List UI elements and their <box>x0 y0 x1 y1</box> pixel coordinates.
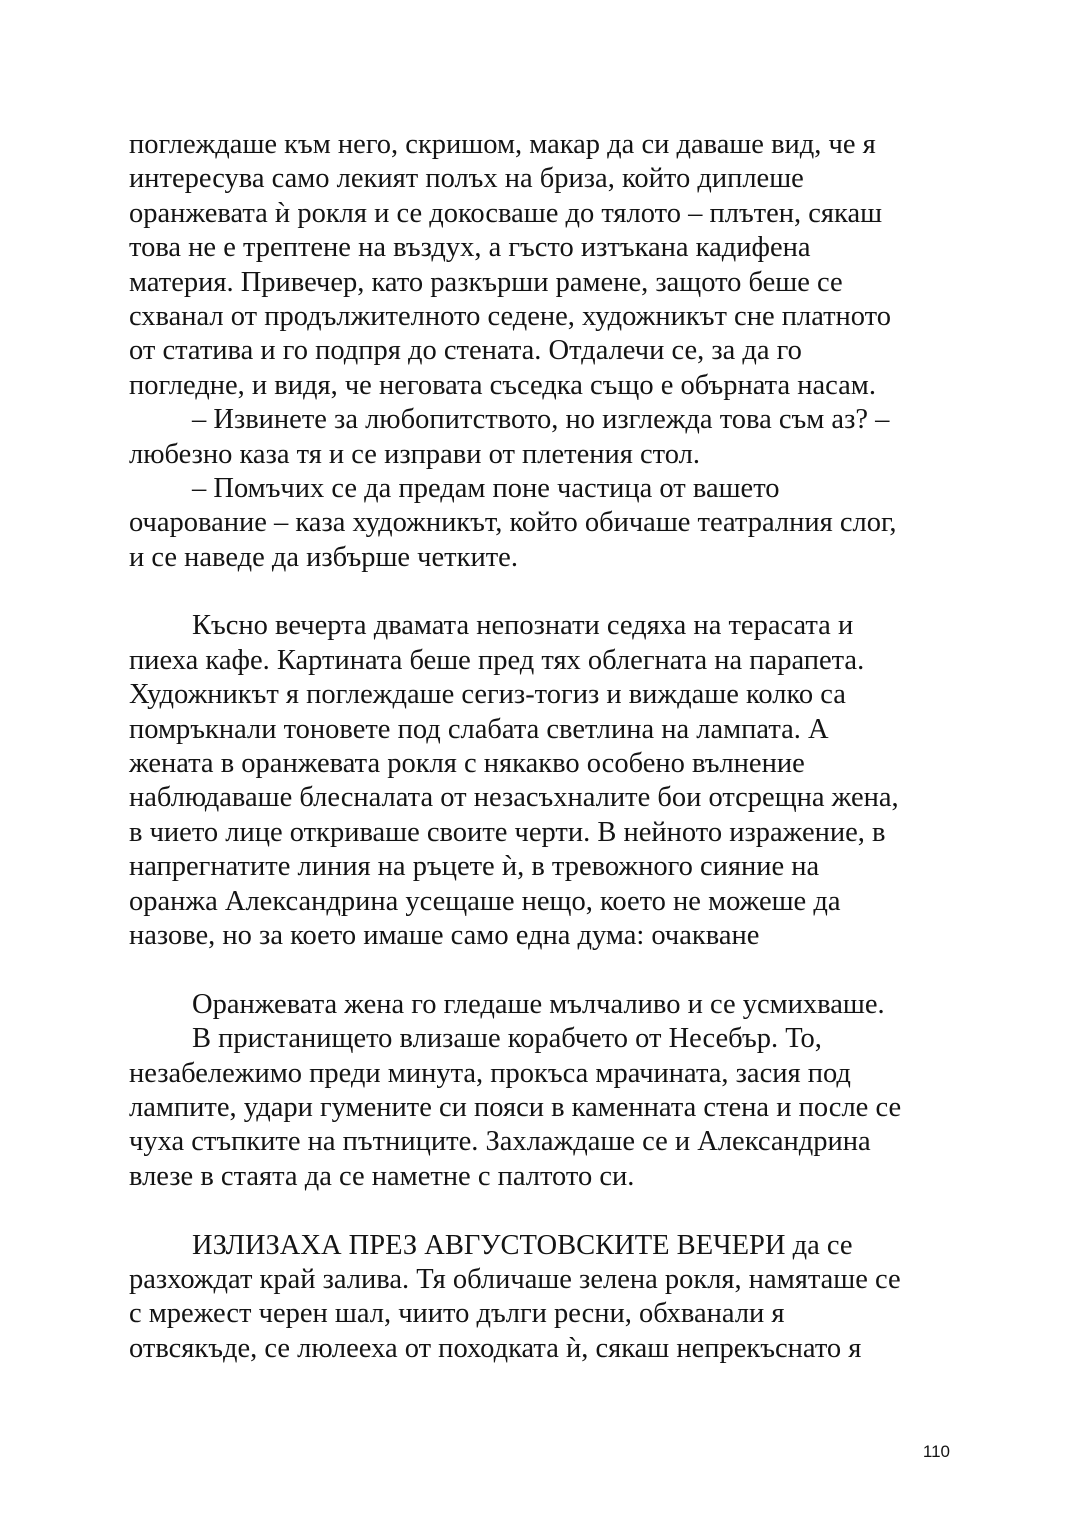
text-line: схванал от продължителното седене, художникът сне платното <box>129 300 892 332</box>
text-line: оранжа Александрина усещаше нещо, което не можеше да <box>129 885 841 917</box>
text-line: в чието лице откриваше своите черти. В нейното изражение, в <box>129 816 886 848</box>
text-line: и се наведе да избърше четките. <box>129 541 518 573</box>
body-text <box>129 128 959 1366</box>
paragraph-start-line: Оранжевата жена го гледаше мълчаливо и се усмихваше. <box>192 988 885 1020</box>
text-line: погледне, и видя, че неговата съседка също е обърната насам. <box>129 369 876 401</box>
text-line: чуха стъпките на пътниците. Захлаждаше се и Александрина <box>129 1126 871 1158</box>
paragraph-start-line: Късно вечерта двамата непознати седяха на терасата и <box>192 610 854 642</box>
text-line: отвсякъде, се люлееха от походката ѝ, сякаш непрекъснато я <box>129 1332 862 1364</box>
blank-line <box>129 953 959 987</box>
text-line: разхождат край залива. Тя обличаше зелена рокля, намяташе се <box>129 1263 901 1295</box>
text-line: от статива и го подпря до стената. Отдалечи се, за да го <box>129 335 802 367</box>
text-line: лампите, удари гумените си пояси в каменната стена и после се <box>129 1091 902 1123</box>
text-line: с мрежест черен шал, чиито дълги ресни, обхванали я <box>129 1298 785 1330</box>
text-line: напрегнатите линия на ръцете ѝ, в тревожного сияние на <box>129 851 820 883</box>
paragraph-start-line: ИЗЛИЗАХА ПРЕЗ АВГУСТОВСКИТЕ ВЕЧЕРИ да се <box>192 1229 853 1261</box>
paragraph-start-line: – Помъчих се да предам поне частица от вашето <box>192 472 780 504</box>
text-line: поглеждаше към него, скришом, макар да си даваше вид, че я <box>129 129 876 160</box>
text-line: това не е трептене на въздух, а гъсто изтъкана кадифена <box>129 232 811 264</box>
text-line: жената в оранжевата рокля с някакво особено вълнение <box>129 748 805 780</box>
text-line: помръкнали тоновете под слабата светлина на лампата. А <box>129 713 829 745</box>
blank-line <box>129 575 959 609</box>
paragraph-start-line: – Извинете за любопитството, но изглежда това съм аз? – <box>192 404 890 436</box>
text-line: незабележимо преди минута, прокъса мрачината, засия под <box>129 1057 851 1089</box>
text-line: влезе в стаята да се наметне с палтото си. <box>129 1160 635 1192</box>
text-line: назове, но за което имаше само една дума: очакване <box>129 919 760 951</box>
page-number: 110 <box>922 1442 950 1461</box>
paragraph-start-line: В пристанището влизаше корабчето от Несебър. То, <box>192 1023 822 1055</box>
text-line: любезно каза тя и се изправи от плетения стол. <box>129 438 700 470</box>
text-line: пиеха кафе. Картината беше пред тях облегната на парапета. <box>129 644 865 676</box>
text-line: оранжевата ѝ рокля и се докосваше до тялото – плътен, сякаш <box>129 197 883 229</box>
text-line: очарование – каза художникът, който обичаше театралния слог, <box>129 507 897 539</box>
blank-line <box>129 1194 959 1228</box>
text-line: наблюдаваше блесналата от незасъхналите бои отсрещна жена, <box>129 782 899 814</box>
text-line: интересува само лекият полъх на бриза, който диплеше <box>129 163 804 195</box>
text-line: Художникът я поглеждаше сегиз-тогиз и виждаше колко са <box>129 679 846 711</box>
text-line: материя. Привечер, като разкърши рамене, защото беше се <box>129 266 843 298</box>
